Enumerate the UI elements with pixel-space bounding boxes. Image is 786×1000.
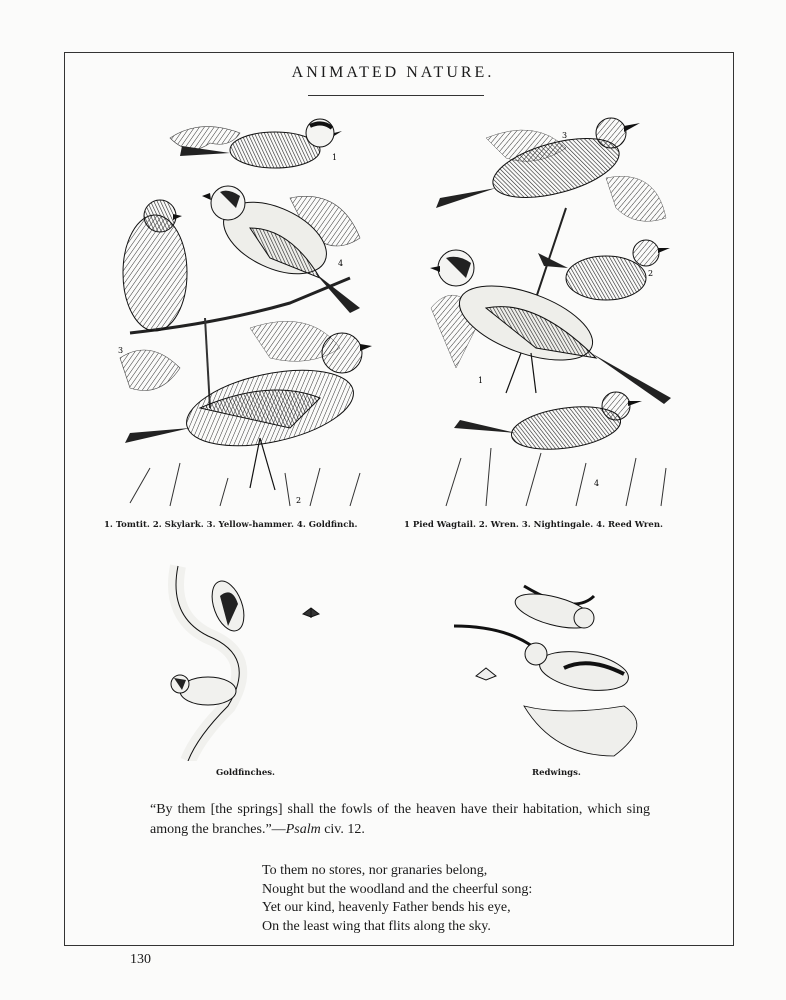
quote-reference-verse: civ. 12. xyxy=(320,822,365,837)
title-rule xyxy=(308,95,484,96)
plate-number-4: 4 xyxy=(338,259,344,268)
verse-line: To them no stores, nor granaries belong, xyxy=(262,863,488,878)
page-title: ANIMATED NATURE. xyxy=(291,64,495,81)
plate-number-1: 1 xyxy=(478,376,484,385)
scripture-quote xyxy=(150,800,650,840)
verse-line: On the least wing that flits along the sky. xyxy=(262,918,491,934)
plate-number-3: 3 xyxy=(118,346,124,355)
plate-number-3: 3 xyxy=(562,131,568,140)
page-number: 130 xyxy=(130,952,151,967)
quote-reference-book: Psalm xyxy=(285,822,321,837)
caption-top-right: 1 Pied Wagtail. 2. Wren. 3. Nightingale. 4. Reed Wren. xyxy=(404,520,663,530)
plate-number-1: 1 xyxy=(332,153,338,162)
verse-line: Nought but the woodland and the cheerful song: xyxy=(262,881,533,897)
engraving-tomtit-skylark-yellowhammer-goldfinch xyxy=(110,108,380,508)
engraving-wagtail-wren-nightingale-reedwren xyxy=(426,108,678,508)
plate-number-2: 2 xyxy=(296,496,302,505)
caption-goldfinches: Goldfinches. xyxy=(216,768,275,778)
engraving-redwings xyxy=(424,556,680,761)
plate-number-2: 2 xyxy=(648,269,654,278)
caption-redwings: Redwings. xyxy=(532,768,581,778)
caption-top-left: 1. Tomtit. 2. Skylark. 3. Yellow-hammer. 4. Goldfinch. xyxy=(104,520,358,530)
poem-verse xyxy=(262,862,532,936)
verse-line: Yet our kind, heavenly Father bends his eye, xyxy=(262,900,511,915)
plate-number-4: 4 xyxy=(594,479,600,488)
quote-text: “By them [the springs] shall the fowls of the heaven have their habitation, which sing among the branches.”— xyxy=(150,802,650,837)
engraving-goldfinches xyxy=(108,556,358,761)
